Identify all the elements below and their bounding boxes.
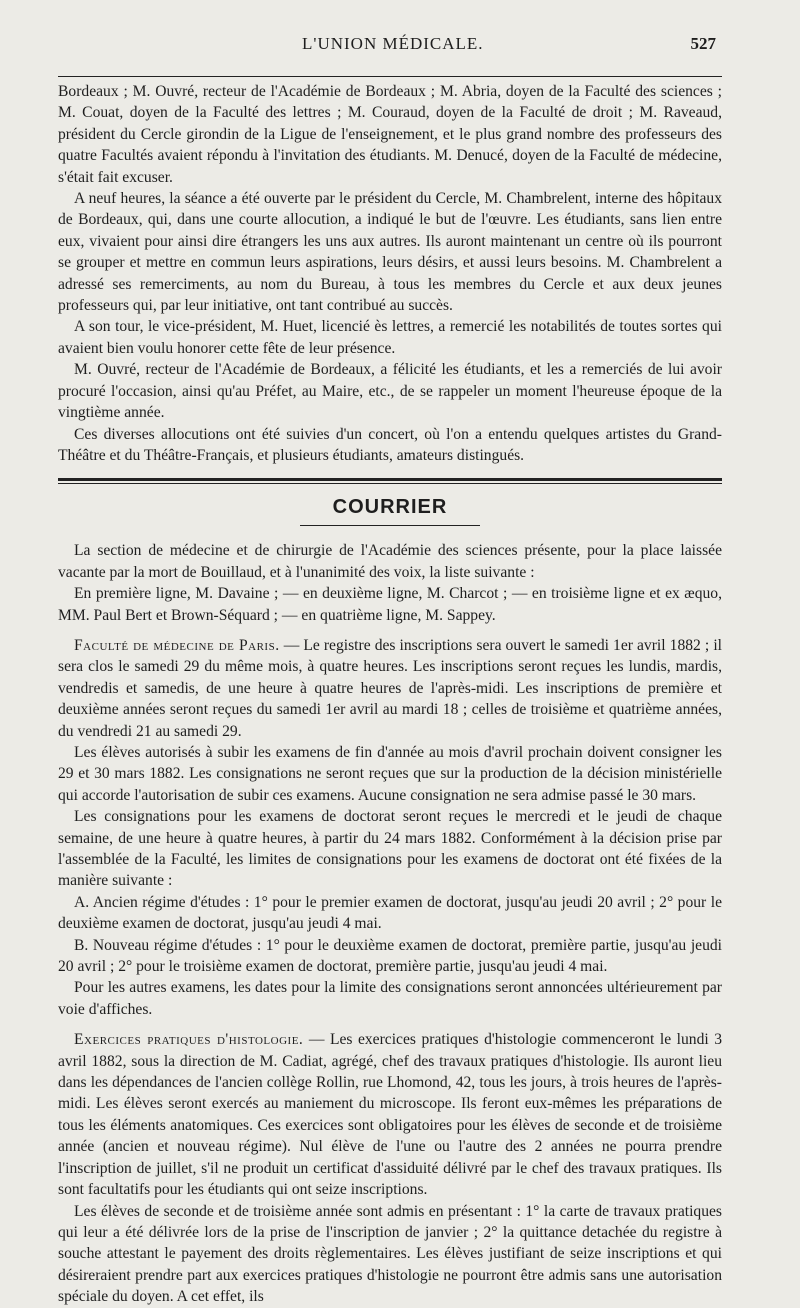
paragraph: A son tour, le vice-président, M. Huet, licencié ès lettres, a remercié les notabilités de toutes sortes qui avaient bien voulu honorer cette fête de leur présence. [58, 318, 722, 357]
paragraph-with-heading [58, 635, 722, 742]
notice-heading: Faculté de médecine de Paris. [74, 636, 280, 654]
header-rule [58, 76, 722, 77]
notice-text: — Le registre des inscriptions sera ouvert le samedi 1er avril 1882 ; il sera clos le samedi 29 du même mois, à quatre heures. Les inscriptions seront reçues les lundis, mardis, vendredis et samedis, de une heure à quatre heures de l'après-midi. Les inscriptions de première et deuxième années seront reçues du samedi 1er avril au mardi 18 ; celles de troisième et quatrième années, du vendredi 21 au samedi 29. [58, 636, 722, 740]
notice-heading: Exercices pratiques d'histologie. [74, 1031, 304, 1049]
section-title-underline [300, 525, 480, 526]
page-header [58, 34, 722, 54]
paragraph: Les élèves de seconde et de troisième année sont admis en présentant : 1° la carte de travaux pratiques qui leur a été délivrée lors de la prise de l'inscription de janvier ; 2° la quittance detachée du registre à souche attestant le payement des droits règlementaires. Les élèves justifiant de seize inscriptions et qui désireraient prendre part aux exercices pratiques d'histologie ne pourront être admis sans une autorisation spéciale du doyen. A cet effet, ils [58, 1202, 722, 1306]
page-number: 527 [690, 34, 716, 53]
faculte-notice [58, 635, 722, 1020]
section-divider [58, 478, 722, 481]
journal-title: L'UNION MÉDICALE. [302, 34, 484, 53]
exercices-notice [58, 1029, 722, 1307]
paragraph: Les élèves autorisés à subir les examens de fin d'année au mois d'avril prochain doivent consigner les 29 et 30 mars 1882. Les consignations ne seront reçues que sur la production de la décision ministérielle qui accorde l'autorisation de subir ces examens. Aucune consignation ne sera admise passé le 30 mars. [58, 743, 722, 804]
top-article [58, 81, 722, 466]
paragraph: M. Ouvré, recteur de l'Académie de Bordeaux, a félicité les étudiants, et les a remerciés de lui avoir procuré l'occasion, ainsi qu'au Préfet, au Maire, etc., de se rappeler un moment l'heureuse époque de la vingtième année. [58, 361, 722, 422]
paragraph: La section de médecine et de chirurgie de l'Académie des sciences présente, pour la place laissée vacante par la mort de Bouillaud, et à l'unanimité des voix, la liste suivante : [58, 542, 722, 581]
paragraph: A. Ancien régime d'études : 1° pour le premier examen de doctorat, jusqu'au jeudi 20 avril ; 2° pour le deuxième examen de doctorat, jusqu'au jeudi 4 mai. [58, 893, 722, 933]
section-title: COURRIER [332, 496, 448, 519]
notice-text: — Les exercices pratiques d'histologie commenceront le lundi 3 avril 1882, sous la direction de M. Cadiat, agrégé, chef des travaux pratiques d'histologie. Ils auront lieu dans les dépendances de l'ancien collège Rollin, rue Lhomond, 42, tous les jours, à trois heures de l'après-midi. Les élèves seront exercés au maniement du microscope. Ils feront eux-mêmes les préparations de tous les éléments anatomiques. Ces exercices sont obligatoires pour les élèves de seconde et de troisième année (ancien et nouveau régime). Nul élève de l'une ou l'autre des 2 années ne pourra prendre l'inscription de juillet, s'il ne produit un certificat d'assiduité délivré par le chef des travaux pratiques. Ils sont facultatifs pour les étudiants qui ont seize inscriptions. [58, 1031, 722, 1199]
paragraph: En première ligne, M. Davaine ; — en deuxième ligne, M. Charcot ; — en troisième ligne et ex æquo, MM. Paul Bert et Brown-Séquard ; — en quatrième ligne, M. Sappey. [58, 585, 722, 624]
paragraph: A neuf heures, la séance a été ouverte par le président du Cercle, M. Chambrelent, interne des hôpitaux de Bordeaux, qui, dans une courte allocution, a indiqué le but de l'œuvre. Les étudiants, sans lien entre eux, vivaient pour ainsi dire étrangers les uns aux autres. Ils auront maintenant un centre où ils pourront se grouper et mettre en commun leurs aspirations, leurs désirs, et aussi leurs besoins. M. Chambrelent a adressé ses remerciments, au nom du Bureau, à tous les membres du Cercle et aux deux jeunes professeurs qui, par leur initiative, ont tant contribué au succès. [58, 190, 722, 315]
courrier-intro [58, 540, 722, 626]
paragraph: B. Nouveau régime d'études : 1° pour le deuxième examen de doctorat, première partie, jusqu'au jeudi 20 avril ; 2° pour le troisième examen de doctorat, première partie, jusqu'au jeudi 4 mai. [58, 936, 722, 976]
paragraph: Les consignations pour les examens de doctorat seront reçues le mercredi et le jeudi de chaque semaine, de une heure à quatre heures, à partir du 24 mars 1882. Conformément à la décision prise par l'assemblée de la Faculté, les limites de consignations pour les examens de doctorat ont été fixées de la manière suivante : [58, 808, 722, 890]
paragraph: Pour les autres examens, les dates pour la limite des consignations seront annoncées ultérieurement par voie d'affiches. [58, 979, 722, 1018]
section-divider-thin [58, 483, 722, 484]
paragraph: Bordeaux ; M. Ouvré, recteur de l'Académie de Bordeaux ; M. Abria, doyen de la Faculté des sciences ; M. Couat, doyen de la Faculté des lettres ; M. Couraud, doyen de la Faculté de droit ; M. Raveaud, président du Cercle girondin de la Ligue de l'enseignement, et le plus grand nombre des professeurs des quatre Facultés avaient répondu à l'invitation des étudiants. M. Denucé, doyen de la Faculté de médecine, s'était fait excuser. [58, 83, 722, 186]
paragraph: Ces diverses allocutions ont été suivies d'un concert, où l'on a entendu quelques artistes du Grand-Théâtre et du Théâtre-Français, et plusieurs étudiants, amateurs distingués. [58, 425, 722, 464]
paragraph-with-heading [58, 1029, 722, 1200]
